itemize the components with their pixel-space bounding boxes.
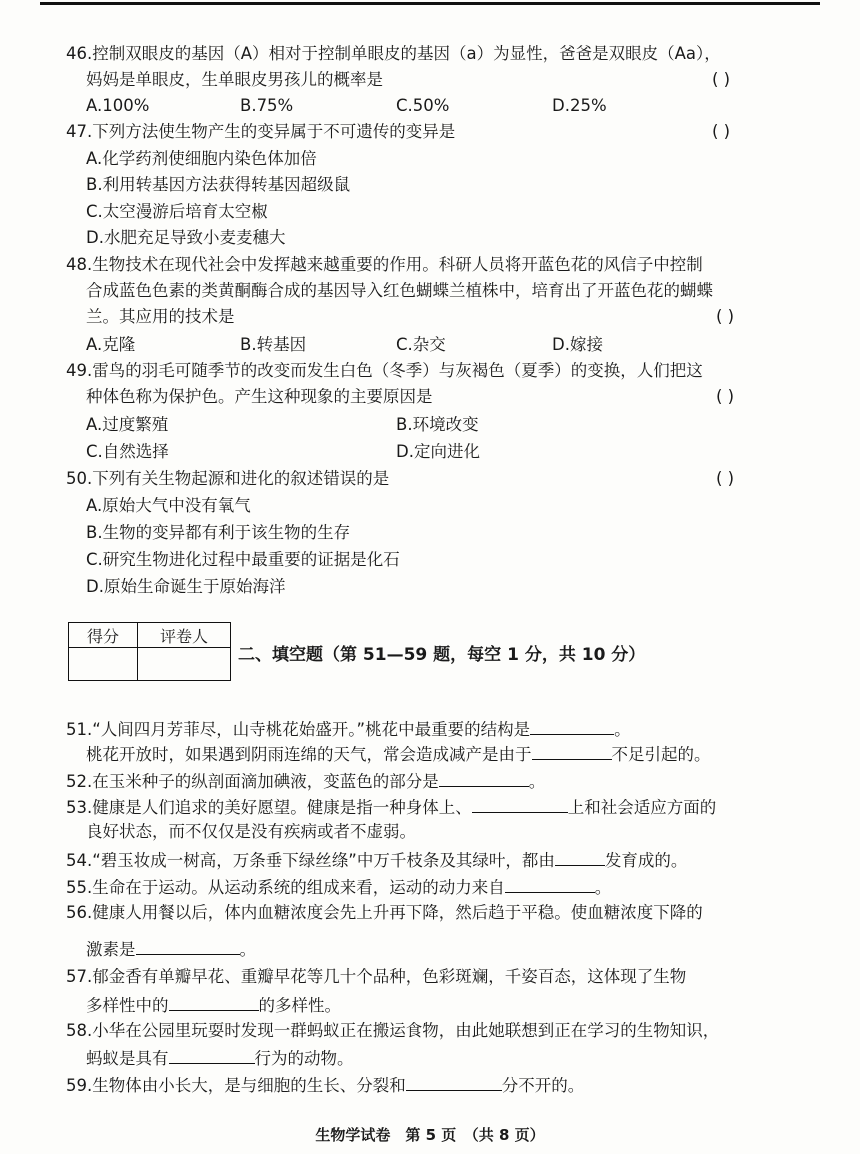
q53-line2: 良好状态，而不仅仅是没有疾病或者不虚弱。 [86,822,416,841]
q54-text-a: 54.“碧玉妆成一树高，万条垂下绿丝绦”中万千枝条及其绿叶，都由 [66,851,555,870]
q51-text-b: 。 [614,720,631,739]
score-table [68,622,231,681]
q52-line [66,768,545,794]
q50-option-b: B.生物的变异都有利于该生物的生存 [86,523,351,542]
q59-blank[interactable] [406,1072,502,1091]
q47-option-a: A.化学药剂使细胞内染色体加倍 [86,149,317,168]
q48-option-a: A.克隆 [86,335,136,354]
grader-cell[interactable] [138,648,231,681]
q51-text-a: 51.“人间四月芳菲尽，山寺桃花始盛开。”桃花中最重要的结构是 [66,720,531,739]
q49-stem-line1: 49.雷鸟的羽毛可随季节的改变而发生白色（冬季）与灰褐色（夏季）的变换，人们把这 [66,361,703,380]
q58-line1: 58.小华在公园里玩耍时发现一群蚂蚁正在搬运食物，由此她联想到正在学习的生物知识， [66,1021,720,1040]
page-footer: 生物学试卷 第 5 页 （共 8 页） [315,1126,545,1144]
q48-option-c: C.杂交 [396,335,446,354]
q58-blank[interactable] [169,1045,255,1064]
q53-line1 [66,794,716,820]
q52-blank[interactable] [439,768,529,787]
q57-line1: 57.郁金香有单瓣早花、重瓣早花等几十个品种，色彩斑斓，千姿百态，这体现了生物 [66,967,687,986]
q57-text-c: 的多样性。 [258,996,341,1015]
q48-option-b: B.转基因 [240,335,307,354]
q54-text-b: 发育成的。 [604,851,688,870]
q57-blank[interactable] [169,992,259,1011]
top-border-line [40,2,820,5]
q59-text-a: 59.生物体由小长大，是与细胞的生长、分裂和 [66,1076,406,1095]
score-cell[interactable] [69,648,138,681]
q50-option-c: C.研究生物进化过程中最重要的证据是化石 [86,550,400,569]
q53-blank[interactable] [472,794,568,813]
q54-blank[interactable] [555,847,605,866]
q51-line2 [86,741,711,767]
q58-line2 [86,1045,354,1071]
q49-option-b: B.环境改变 [396,415,479,434]
q47-answer-paren: ( ) [712,122,731,141]
q50-option-a: A.原始大气中没有氧气 [86,496,251,515]
section-title: 二、填空题（第 51—59 题，每空 1 分，共 10 分） [238,645,646,665]
q49-option-d: D.定向进化 [396,442,480,461]
q51-text-c: 桃花开放时，如果遇到阴雨连绵的天气，常会造成减产是由于 [86,745,532,764]
q55-blank[interactable] [505,874,595,893]
q56-line1: 56.健康人用餐以后，体内血糖浓度会先上升再下降，然后趋于平稳。使血糖浓度下降的 [66,903,703,922]
q48-option-d: D.嫁接 [552,335,603,354]
score-header: 得分 [69,623,138,648]
q57-line2 [86,992,341,1018]
q56-line2 [86,936,256,962]
q50-stem-line1: 50.下列有关生物起源和进化的叙述错误的是 [66,469,390,488]
q46-answer-paren: ( ) [712,70,731,89]
q50-option-d: D.原始生命诞生于原始海洋 [86,577,286,596]
q48-stem-line3: 兰。其应用的技术是 [86,307,235,326]
q47-stem-line1: 47.下列方法使生物产生的变异属于不可遗传的变异是 [66,122,456,141]
q55-line [66,874,611,900]
q55-text-b: 。 [594,878,612,897]
q46-option-a: A.100% [86,96,150,115]
q56-text-b: 激素是 [86,940,136,959]
q59-line [66,1072,584,1098]
q58-text-c: 行为的动物。 [254,1049,354,1068]
q58-text-b: 蚂蚁是具有 [86,1049,169,1068]
q57-text-b: 多样性中的 [86,996,169,1015]
q48-stem-line2: 合成蓝色色素的类黄酮酶合成的基因导入红色蝴蝶兰植株中，培育出了开蓝色花的蝴蝶 [86,281,713,300]
q55-text-a: 55.生命在于运动。从运动系统的组成来看，运动的动力来自 [66,878,505,897]
q59-text-b: 分不开的。 [501,1076,585,1095]
q51-line1 [66,716,631,742]
q46-option-c: C.50% [396,96,450,115]
q48-stem-line1: 48.生物技术在现代社会中发挥越来越重要的作用。科研人员将开蓝色花的风信子中控制 [66,255,703,274]
q51-blank-1[interactable] [530,716,614,735]
q46-stem-line1: 46.控制双眼皮的基因（A）相对于控制单眼皮的基因（a）为显性，爸爸是双眼皮（Aa）， [66,44,721,63]
q51-text-d: 不足引起的。 [611,745,711,764]
q50-answer-paren: ( ) [716,469,735,488]
q53-text-b: 上和社会适应方面的 [567,798,717,817]
q46-option-b: B.75% [240,96,294,115]
q49-answer-paren: ( ) [716,387,735,406]
q49-stem-line2: 种体色称为保护色。产生这种现象的主要原因是 [86,387,433,406]
q47-option-b: B.利用转基因方法获得转基因超级鼠 [86,175,351,194]
q56-text-c: 。 [239,940,256,959]
q47-option-d: D.水肥充足导致小麦麦穗大 [86,228,286,247]
q51-blank-2[interactable] [532,741,612,760]
q49-option-a: A.过度繁殖 [86,415,169,434]
q48-answer-paren: ( ) [716,307,735,326]
q52-text-a: 52.在玉米种子的纵剖面滴加碘液，变蓝色的部分是 [66,772,439,791]
q46-option-d: D.25% [552,96,607,115]
q54-line [66,847,687,873]
q52-text-b: 。 [528,772,546,791]
q53-text-a: 53.健康是人们追求的美好愿望。健康是指一种身体上、 [66,798,472,817]
q56-blank[interactable] [136,936,240,955]
q46-stem-line2: 妈妈是单眼皮，生单眼皮男孩儿的概率是 [86,70,383,89]
q47-option-c: C.太空漫游后培育太空椒 [86,202,268,221]
q49-option-c: C.自然选择 [86,442,169,461]
grader-header: 评卷人 [138,623,231,648]
